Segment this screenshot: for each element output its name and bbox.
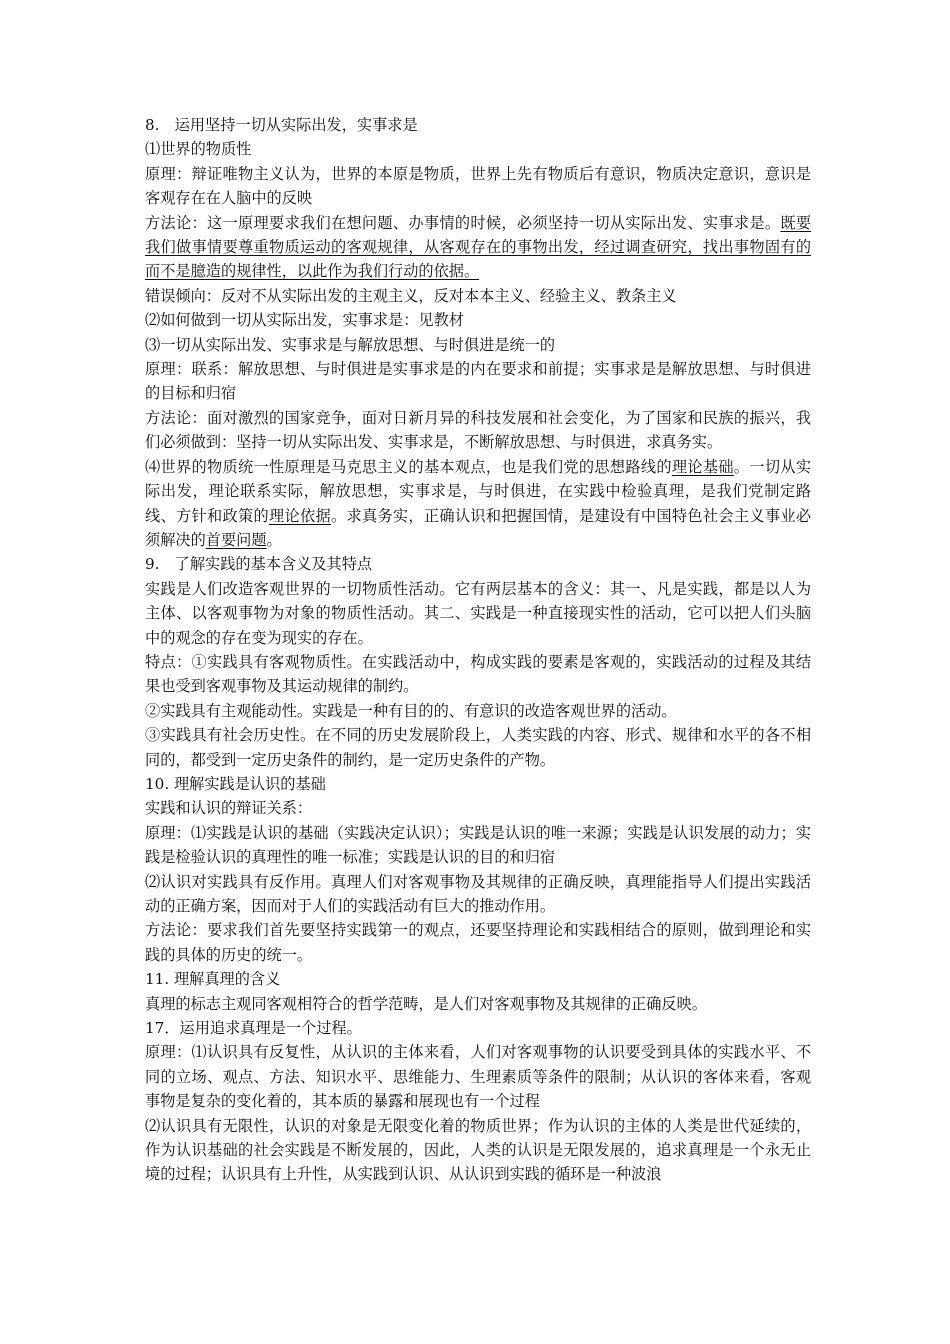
document-page: [145, 113, 811, 1187]
principle-paragraph: 原理：辩证唯物主义认为，世界的本原是物质，世界上先有物质后有意识，物质决定意识，意识是客观存在在人脑中的反映: [145, 164, 811, 208]
section-9-heading: 9. 了解实践的基本含义及其特点: [145, 555, 373, 574]
subheading-1: ⑴世界的物质性: [145, 140, 252, 159]
section-17-principle-2: ⑵认识具有无限性，认识的对象是无限变化着的物质世界；作为认识的主体的人类是世代延续的，作为认识基础的社会实践是不断发展的，因此，人类的认识是无限发展的，追求真理是一个永无止境的过程；认识具有上升性，从实践到认识、从认识到实践的循环是一种波浪: [145, 1116, 811, 1184]
methodology-paragraph-2: 方法论：面对激烈的国家竞争，面对日新月异的科技发展和社会变化，为了国家和民族的振兴，我们必须做到：坚持一切从实际出发、实事求是，不断解放思想、与时俱进，求真务实。: [145, 408, 811, 452]
practice-definition-paragraph: 实践是人们改造客观世界的一切物质性活动。它有两层基本的含义：其一、凡是实践，都是以人为主体、以客观事物为对象的物质性活动。其二、实践是一种直接现实性的活动，它可以把人们头脑中的观念的存在变为现实的存在。: [145, 579, 811, 647]
feature-1-paragraph: 特点：①实践具有客观物质性。在实践活动中，构成实践的要素是客观的，实践活动的过程及其结果也受到客观事物及其运动规律的制约。: [145, 652, 811, 696]
section-10-principle-1: 原理：⑴实践是认识的基础（实践决定认识）；实践是认识的唯一来源；实践是认识发展的动力；实践是检验认识的真理性的唯一标准；实践是认识的目的和归宿: [145, 823, 811, 867]
methodology-text: 方法论：这一原理要求我们在想问题、办事情的时候，必须坚持一切从实际出发、实事求是。: [145, 213, 781, 232]
section-17-principle-1: 原理：⑴认识具有反复性，从认识的主体来看，人们对客观事物的认识要受到具体的实践水平、不同的立场、观点、方法、知识水平、思维能力、生理素质等条件的限制；从认识的客体来看，客观事物是复杂的变化着的，其本质的暴露和展现也有一个过程: [145, 1043, 811, 1111]
section-10-methodology: 方法论：要求我们首先要坚持实践第一的观点，还要坚持理论和实践相结合的原则，做到理论和实践的具体的历史的统一。: [145, 921, 811, 964]
sub4-underlined-2: 理论依据: [268, 506, 331, 525]
wrong-tendency-paragraph: 错误倾向：反对不从实际出发的主观主义，反对本本主义、经验主义、教条主义: [145, 286, 677, 305]
sub4-underlined-3: 首要问题: [205, 530, 267, 549]
sub4-underlined-1: 理论基础: [671, 457, 734, 476]
section-17-heading: 17．运用追求真理是一个过程。: [145, 1019, 362, 1038]
section-10-principle-2: ⑵认识对实践具有反作用。真理人们对客观事物及其规律的正确反映，真理能指导人们提出实践活动的正确方案，因而对于人们的实践活动有巨大的推动作用。: [145, 872, 811, 915]
section-10-intro: 实践和认识的辩证关系：: [145, 799, 313, 818]
relation-paragraph: 原理：联系：解放思想、与时俱进是实事求是的内在要求和前提；实事求是是解放思想、与时俱进的目标和归宿: [145, 360, 811, 403]
sub4-text-d: 。: [266, 530, 282, 549]
section-8-heading: 8. 运用坚持一切从实际出发，实事求是: [145, 116, 418, 134]
feature-3-paragraph: ③实践具有社会历史性。在不同的历史发展阶段上，人类实践的内容、形式、规律和水平的各不相同的，都受到一定历史条件的制约，是一定历史条件的产物。: [145, 726, 811, 769]
methodology-paragraph: [145, 211, 811, 284]
truth-definition-paragraph: 真理的标志主观同客观相符合的哲学范畴，是人们对客观事物及其规律的正确反映。: [145, 994, 707, 1013]
sub4-text-c: 。求真务实，正确认识和把握国情，是建设有中国特色社会主义事业必须解决的: [145, 506, 812, 549]
methodology-underlined-text: 既要我们做事情要尊重物质运动的客观规律，从客观存在的事物出发，经过调查研究，找出事物固有的而不是臆造的规律性，以此作为我们行动的依据。: [145, 213, 812, 281]
subheading-3: ⑶一切从实际出发、实事求是与解放思想、与时俱进是统一的: [145, 335, 556, 354]
subheading-2: ⑵如何做到一切从实际出发，实事求是：见教材: [145, 311, 464, 330]
feature-2-paragraph: ②实践具有主观能动性。实践是一种有目的的、有意识的改造客观世界的活动。: [145, 701, 677, 720]
sub4-text-a: ⑷世界的物质统一性原理是马克思主义的基本观点，也是我们党的思想路线的: [145, 457, 672, 476]
section-11-heading: 11. 理解真理的含义: [145, 970, 281, 989]
subheading-4-paragraph: [145, 455, 811, 553]
section-10-heading: 10. 理解实践是认识的基础: [145, 774, 326, 793]
sub4-text-b: 。一切从实际出发，理论联系实际，解放思想，实事求是，与时俱进，在实践中检验真理，是我们党制定路线、方针和政策的: [145, 457, 812, 525]
